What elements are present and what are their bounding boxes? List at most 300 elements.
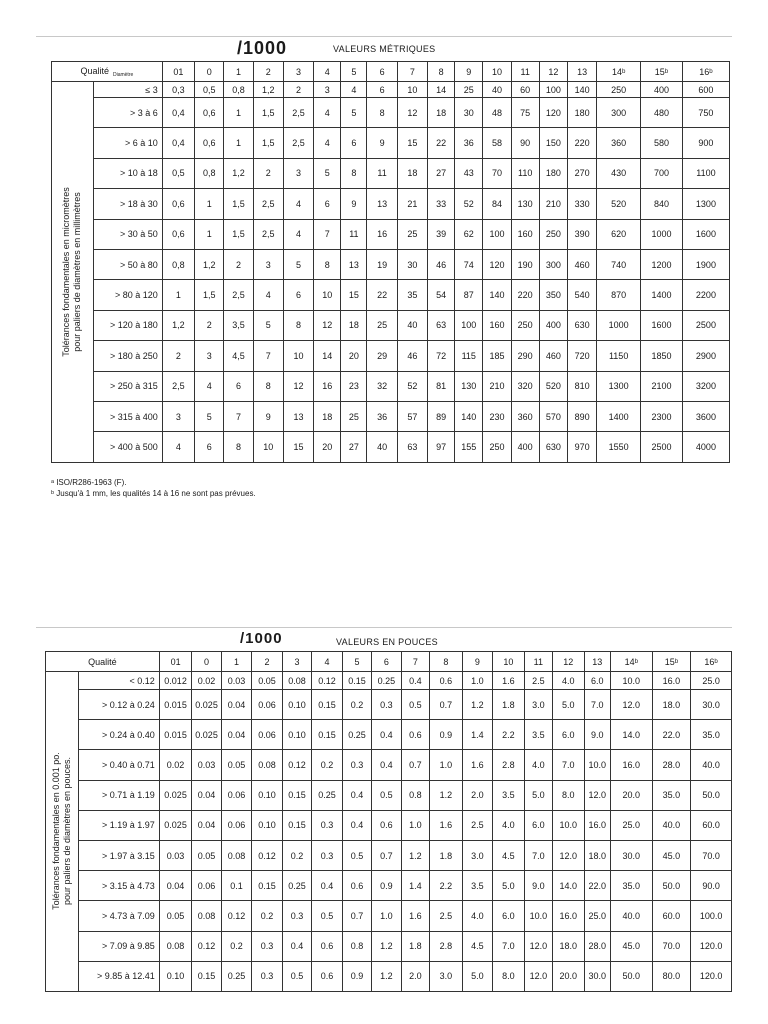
imperial-tolerance-cell: 35.0 [610,871,652,901]
metric-tolerance-cell: 40 [397,310,427,340]
imperial-tolerance-cell: 0.4 [401,672,429,690]
imperial-tolerance-cell: 0.025 [192,720,221,750]
metric-tolerance-cell: 6 [195,432,224,462]
metric-tolerance-cell: 130 [511,189,539,219]
imperial-tolerance-cell: 120.0 [691,931,732,961]
metric-tolerance-cell: 900 [682,128,729,158]
metric-tolerance-cell: 13 [367,189,397,219]
imperial-tolerance-cell: 0.2 [312,750,342,780]
metric-tolerance-cell: 250 [597,82,641,98]
metric-tolerance-cell: 400 [511,432,539,462]
imperial-tolerance-cell: 30.0 [584,961,610,991]
imperial-tolerance-cell: 0.8 [342,931,371,961]
metric-tolerance-cell: 150 [539,128,567,158]
imperial-tolerance-cell: 1.6 [430,810,463,840]
metric-tolerance-cell: 100 [483,219,511,249]
metric-grade-header: 0 [195,62,224,82]
metric-tolerance-cell: 140 [483,280,511,310]
metric-tolerance-cell: 9 [367,128,397,158]
imperial-tolerance-cell: 40.0 [652,810,691,840]
metric-tolerance-cell: 0,5 [162,158,194,188]
imperial-tolerance-cell: 3.5 [493,780,525,810]
imperial-tolerance-cell: 12.0 [524,931,552,961]
metric-diameter-range: ≤ 3 [93,82,162,98]
metric-tolerance-cell: 63 [397,432,427,462]
metric-tolerance-cell: 160 [511,219,539,249]
metric-tolerance-cell: 14 [428,82,455,98]
scan-edge-middle [36,627,732,628]
imperial-tolerance-cell: 3.5 [462,871,492,901]
metric-tolerance-cell: 155 [455,432,483,462]
metric-grade-header: 4 [314,62,341,82]
metric-diameter-range: > 120 à 180 [93,310,162,340]
metric-tolerance-cell: 15 [283,432,313,462]
metric-tolerance-cell: 8 [367,98,397,128]
metric-tolerance-cell: 1600 [682,219,729,249]
imperial-tolerance-cell: 0.06 [192,871,221,901]
imperial-tolerance-cell: 2.5 [430,901,463,931]
imperial-tolerance-cell: 16.0 [610,750,652,780]
imperial-tolerance-cell: 0.06 [221,810,251,840]
metric-tolerance-cell: 25 [341,401,367,431]
metric-tolerance-cell: 700 [641,158,683,188]
metric-tolerance-cell: 9 [253,401,283,431]
imperial-tolerance-cell: 4.5 [462,931,492,961]
metric-tolerance-cell: 740 [597,249,641,279]
imperial-tolerance-cell: 0.2 [221,931,251,961]
metric-tolerance-cell: 290 [511,341,539,371]
metric-tolerance-cell: 48 [483,98,511,128]
metric-tolerance-cell: 100 [539,82,567,98]
imperial-tolerance-cell: 0.6 [430,672,463,690]
imperial-tolerance-cell: 20.0 [610,780,652,810]
metric-tolerance-cell: 210 [539,189,567,219]
metric-tolerance-cell: 120 [483,249,511,279]
table-row [52,310,730,340]
imperial-tolerance-cell: 3.0 [524,690,552,720]
metric-tolerance-cell: 100 [455,310,483,340]
imperial-tolerance-cell: 1.2 [430,780,463,810]
metric-tolerance-cell: 32 [367,371,397,401]
metric-diameter-range: > 3 à 6 [93,98,162,128]
metric-tolerance-cell: 2100 [641,371,683,401]
imperial-tolerance-cell: 0.03 [221,672,251,690]
metric-tolerance-cell: 1,5 [224,219,253,249]
metric-tolerance-cell: 8 [314,249,341,279]
metric-tolerance-cell: 14 [314,341,341,371]
metric-tolerance-cell: 0,8 [195,158,224,188]
imperial-diameter-range: > 1.19 à 1.97 [78,810,159,840]
imperial-tolerance-cell: 6.0 [584,672,610,690]
imperial-tolerance-cell: 0.025 [192,690,221,720]
metric-tolerance-cell: 27 [428,158,455,188]
metric-tolerance-cell: 6 [367,82,397,98]
imperial-tolerance-cell: 0.25 [342,720,371,750]
metric-tolerance-cell: 4 [283,219,313,249]
metric-grade-header: 12 [539,62,567,82]
imperial-tolerance-cell: 0.03 [159,840,192,870]
imperial-tolerance-cell: 28.0 [652,750,691,780]
imperial-tolerance-cell: 0.2 [282,840,311,870]
metric-tolerance-cell: 360 [511,401,539,431]
imperial-tolerance-cell: 3.5 [524,720,552,750]
imperial-tolerance-cell: 0.15 [282,810,311,840]
metric-tolerance-cell: 1 [162,280,194,310]
imperial-diameter-range: > 7.09 à 9.85 [78,931,159,961]
metric-diameter-range: > 50 à 80 [93,249,162,279]
metric-tolerance-cell: 84 [483,189,511,219]
table-row [52,371,730,401]
metric-tolerance-cell: 1,2 [253,82,283,98]
metric-tolerance-cell: 360 [597,128,641,158]
metric-tolerance-cell: 400 [539,310,567,340]
metric-diameter-range: > 315 à 400 [93,401,162,431]
metric-tolerance-cell: 54 [428,280,455,310]
imperial-tolerance-cell: 50.0 [652,871,691,901]
metric-tolerance-cell: 46 [428,249,455,279]
metric-tolerance-cell: 1300 [682,189,729,219]
metric-tolerance-cell: 1 [224,128,253,158]
metric-tolerance-cell: 330 [567,189,596,219]
metric-tolerance-cell: 210 [483,371,511,401]
imperial-grade-header: 0 [192,652,221,672]
imperial-tolerance-cell: 0.9 [342,961,371,991]
imperial-tolerance-cell: 10.0 [524,901,552,931]
imperial-tolerance-cell: 28.0 [584,931,610,961]
imperial-tolerance-cell: 2.8 [430,931,463,961]
metric-tolerance-cell: 5 [283,249,313,279]
imperial-tolerance-cell: 0.10 [252,810,282,840]
table-row [46,720,732,750]
metric-tolerance-cell: 460 [567,249,596,279]
table-row [52,82,730,98]
metric-tolerance-cell: 29 [367,341,397,371]
metric-diameter-range: > 250 à 315 [93,371,162,401]
table-row [52,158,730,188]
imperial-tolerance-cell: 16.0 [584,810,610,840]
imperial-tolerance-cell: 0.06 [221,780,251,810]
imperial-tolerance-cell: 3.0 [430,961,463,991]
metric-tolerance-cell: 250 [511,310,539,340]
metric-tolerance-cell: 87 [455,280,483,310]
metric-tolerance-cell: 1150 [597,341,641,371]
metric-tolerance-cell: 840 [641,189,683,219]
metric-footnote-b: ᵇ Jusqu'à 1 mm, les qualités 14 à 16 ne sont pas prévues. [51,489,256,498]
imperial-tolerance-cell: 25.0 [610,810,652,840]
metric-tolerance-cell: 39 [428,219,455,249]
imperial-tolerance-cell: 0.5 [401,690,429,720]
imperial-tolerance-cell: 1.0 [401,810,429,840]
metric-title-small: VALEURS MÉTRIQUES [333,44,436,54]
metric-tolerance-cell: 190 [511,249,539,279]
imperial-grade-header: 16ᵇ [691,652,732,672]
imperial-tolerance-cell: 0.08 [192,901,221,931]
imperial-tolerance-cell: 0.25 [221,961,251,991]
metric-tolerance-cell: 97 [428,432,455,462]
imperial-tolerance-cell: 0.8 [401,780,429,810]
metric-side-caption-line1: Tolérances fondamentales en micromètres [61,187,72,357]
imperial-tolerance-cell: 0.12 [252,840,282,870]
metric-tolerance-cell: 2 [253,158,283,188]
metric-tolerance-cell: 600 [682,82,729,98]
table-row [52,189,730,219]
imperial-tolerance-cell: 70.0 [652,931,691,961]
imperial-tolerance-cell: 0.025 [159,780,192,810]
imperial-tolerance-cell: 2.2 [493,720,525,750]
table-row [46,672,732,690]
metric-tolerance-cell: 18 [397,158,427,188]
imperial-tolerance-cell: 7.0 [493,931,525,961]
metric-tolerance-cell: 0,6 [195,98,224,128]
imperial-qualite-header [46,652,160,672]
imperial-tolerance-cell: 35.0 [652,780,691,810]
imperial-tolerance-cell: 0.25 [312,780,342,810]
imperial-tolerance-cell: 90.0 [691,871,732,901]
imperial-tolerance-cell: 0.04 [192,780,221,810]
metric-diameter-range: > 6 à 10 [93,128,162,158]
imperial-tolerance-cell: 0.05 [192,840,221,870]
imperial-tolerance-cell: 40.0 [691,750,732,780]
metric-tolerance-cell: 3200 [682,371,729,401]
metric-tolerance-cell: 970 [567,432,596,462]
metric-tolerance-cell: 0,6 [195,128,224,158]
imperial-tolerance-cell: 0.04 [192,810,221,840]
metric-tolerance-cell: 180 [567,98,596,128]
imperial-tolerance-cell: 18.0 [584,840,610,870]
imperial-tolerance-cell: 0.6 [342,871,371,901]
metric-tolerance-cell: 2900 [682,341,729,371]
metric-tolerance-cell: 1 [195,219,224,249]
imperial-grade-header: 01 [159,652,192,672]
metric-tolerance-cell: 20 [341,341,367,371]
metric-tolerance-cell: 18 [314,401,341,431]
metric-tolerance-cell: 25 [455,82,483,98]
imperial-tolerance-cell: 120.0 [691,961,732,991]
metric-tolerance-cell: 3 [195,341,224,371]
metric-tolerance-cell: 5 [195,401,224,431]
table-row [52,341,730,371]
imperial-diameter-range: > 3.15 à 4.73 [78,871,159,901]
metric-tolerance-cell: 2 [195,310,224,340]
imperial-diameter-range: > 0.24 à 0.40 [78,720,159,750]
imperial-header-row [46,652,732,672]
imperial-tolerance-cell: 2.0 [462,780,492,810]
imperial-tolerance-cell: 0.6 [372,810,401,840]
imperial-tolerance-cell: 18.0 [652,690,691,720]
metric-tolerance-cell: 15 [397,128,427,158]
metric-tolerance-cell: 720 [567,341,596,371]
table-row [46,750,732,780]
metric-tolerance-cell: 10 [397,82,427,98]
imperial-tolerance-cell: 0.15 [342,672,371,690]
imperial-tolerance-cell: 60.0 [652,901,691,931]
metric-tolerance-cell: 1 [224,98,253,128]
imperial-title-small: VALEURS EN POUCES [336,637,438,647]
imperial-tolerance-cell: 5.0 [493,871,525,901]
metric-tolerance-cell: 16 [367,219,397,249]
imperial-tolerance-cell: 0.05 [221,750,251,780]
metric-grade-header: 5 [341,62,367,82]
metric-grade-header: 15ᵇ [641,62,683,82]
imperial-tolerance-cell: 0.15 [192,961,221,991]
metric-tolerance-cell: 1900 [682,249,729,279]
imperial-tolerance-cell: 0.10 [252,780,282,810]
imperial-tolerance-cell: 22.0 [652,720,691,750]
metric-tolerance-cell: 2 [162,341,194,371]
metric-grade-header: 10 [483,62,511,82]
table-row [52,219,730,249]
imperial-tolerance-cell: 1.0 [372,901,401,931]
metric-tolerance-cell: 46 [397,341,427,371]
metric-tolerance-cell: 5 [314,158,341,188]
metric-tolerance-cell: 1400 [641,280,683,310]
imperial-tolerance-cell: 12.0 [610,690,652,720]
imperial-tolerance-cell: 9.0 [524,871,552,901]
imperial-grade-header: 15ᵇ [652,652,691,672]
imperial-tolerance-cell: 0.9 [372,871,401,901]
imperial-qualite-label: Qualité [88,656,117,667]
imperial-tolerance-cell: 0.3 [372,690,401,720]
metric-tolerance-cell: 160 [483,310,511,340]
metric-grade-header: 13 [567,62,596,82]
imperial-tolerance-cell: 0.06 [252,720,282,750]
imperial-grade-header: 5 [342,652,371,672]
metric-tolerance-cell: 140 [567,82,596,98]
metric-tolerance-cell: 10 [283,341,313,371]
metric-tolerance-cell: 1300 [597,371,641,401]
imperial-tolerance-cell: 0.15 [312,690,342,720]
metric-tolerance-cell: 1,2 [224,158,253,188]
imperial-diameter-range: > 0.12 à 0.24 [78,690,159,720]
imperial-tolerance-cell: 6.0 [524,810,552,840]
table-row [46,901,732,931]
imperial-grade-header: 2 [252,652,282,672]
table-row [52,98,730,128]
metric-tolerance-cell: 89 [428,401,455,431]
metric-tolerance-cell: 22 [367,280,397,310]
metric-tolerance-cell: 1,5 [224,189,253,219]
metric-tolerance-cell: 57 [397,401,427,431]
imperial-tolerance-cell: 12.0 [584,780,610,810]
imperial-tolerance-cell: 0.5 [282,961,311,991]
metric-tolerance-cell: 3 [314,82,341,98]
imperial-side-caption-text [51,753,73,911]
imperial-tolerance-cell: 0.6 [312,931,342,961]
metric-tolerance-cell: 3,5 [224,310,253,340]
metric-tolerance-cell: 75 [511,98,539,128]
metric-footnote-a: ᵃ ISO/R286-1963 (F). [51,478,127,487]
imperial-tolerance-cell: 25.0 [584,901,610,931]
imperial-grade-header: 3 [282,652,311,672]
table-row [52,280,730,310]
metric-tolerance-cell: 810 [567,371,596,401]
metric-tolerance-cell: 520 [597,189,641,219]
metric-tolerance-cell: 220 [511,280,539,310]
metric-tolerance-cell: 0,4 [162,128,194,158]
metric-tolerance-cell: 4000 [682,432,729,462]
metric-tolerance-cell: 630 [539,432,567,462]
metric-tolerance-cell: 52 [455,189,483,219]
imperial-grade-header: 12 [553,652,585,672]
metric-tolerance-cell: 7 [224,401,253,431]
metric-tolerance-cell: 16 [314,371,341,401]
metric-tolerance-cell: 2,5 [283,128,313,158]
imperial-tolerance-cell: 0.6 [312,961,342,991]
imperial-side-caption-line2: pour paliers de diamètres en pouces. [61,757,72,906]
metric-tolerance-cell: 2500 [641,432,683,462]
metric-header-row [52,62,730,82]
metric-tolerance-cell: 3 [253,249,283,279]
metric-tolerance-cell: 400 [641,82,683,98]
imperial-diameter-range: > 0.40 à 0.71 [78,750,159,780]
imperial-tolerance-cell: 25.0 [691,672,732,690]
metric-tolerance-cell: 36 [367,401,397,431]
imperial-tolerance-cell: 1.0 [430,750,463,780]
metric-tolerance-cell: 1600 [641,310,683,340]
metric-tolerance-cell: 2,5 [162,371,194,401]
imperial-tolerance-cell: 4.0 [553,672,585,690]
metric-tolerance-cell: 250 [483,432,511,462]
metric-tolerance-cell: 12 [314,310,341,340]
imperial-diameter-range: < 0.12 [78,672,159,690]
metric-tolerance-cell: 580 [641,128,683,158]
metric-tolerance-cell: 13 [341,249,367,279]
imperial-tolerance-cell: 0.25 [372,672,401,690]
metric-tolerance-cell: 2500 [682,310,729,340]
metric-grade-header: 3 [283,62,313,82]
imperial-tolerance-cell: 0.5 [342,840,371,870]
metric-tolerance-cell: 4 [162,432,194,462]
metric-tolerance-cell: 21 [397,189,427,219]
imperial-tolerance-cell: 0.3 [252,931,282,961]
metric-tolerance-cell: 2 [224,249,253,279]
imperial-tolerance-cell: 0.9 [430,720,463,750]
imperial-tolerance-cell: 4.5 [493,840,525,870]
table-row [46,931,732,961]
table-row [52,432,730,462]
imperial-tolerance-cell: 45.0 [652,840,691,870]
imperial-tolerance-cell: 10.0 [553,810,585,840]
metric-tolerance-cell: 520 [539,371,567,401]
imperial-tolerance-cell: 0.3 [342,750,371,780]
table-row [52,128,730,158]
metric-tolerance-cell: 1000 [641,219,683,249]
metric-grade-header: 7 [397,62,427,82]
imperial-tolerance-cell: 0.3 [312,840,342,870]
imperial-tolerance-cell: 2.8 [493,750,525,780]
metric-tolerance-cell: 8 [341,158,367,188]
imperial-tolerance-cell: 9.0 [584,720,610,750]
metric-tolerance-cell: 8 [283,310,313,340]
imperial-tolerance-cell: 30.0 [691,690,732,720]
metric-tolerance-cell: 30 [397,249,427,279]
metric-tolerance-cell: 7 [314,219,341,249]
imperial-tolerance-cell: 0.7 [401,750,429,780]
imperial-tolerance-cell: 3.0 [462,840,492,870]
imperial-tolerance-cell: 0.04 [159,871,192,901]
table-row [46,840,732,870]
imperial-tolerance-cell: 0.12 [282,750,311,780]
imperial-tolerance-cell: 0.15 [312,720,342,750]
metric-tolerance-cell: 0,6 [162,189,194,219]
metric-tolerance-cell: 70 [483,158,511,188]
metric-tolerance-cell: 90 [511,128,539,158]
imperial-tolerance-cell: 100.0 [691,901,732,931]
metric-diameter-range: > 400 à 500 [93,432,162,462]
imperial-tolerance-cell: 0.3 [252,961,282,991]
metric-tolerance-cell: 2300 [641,401,683,431]
imperial-tolerance-cell: 1.6 [401,901,429,931]
